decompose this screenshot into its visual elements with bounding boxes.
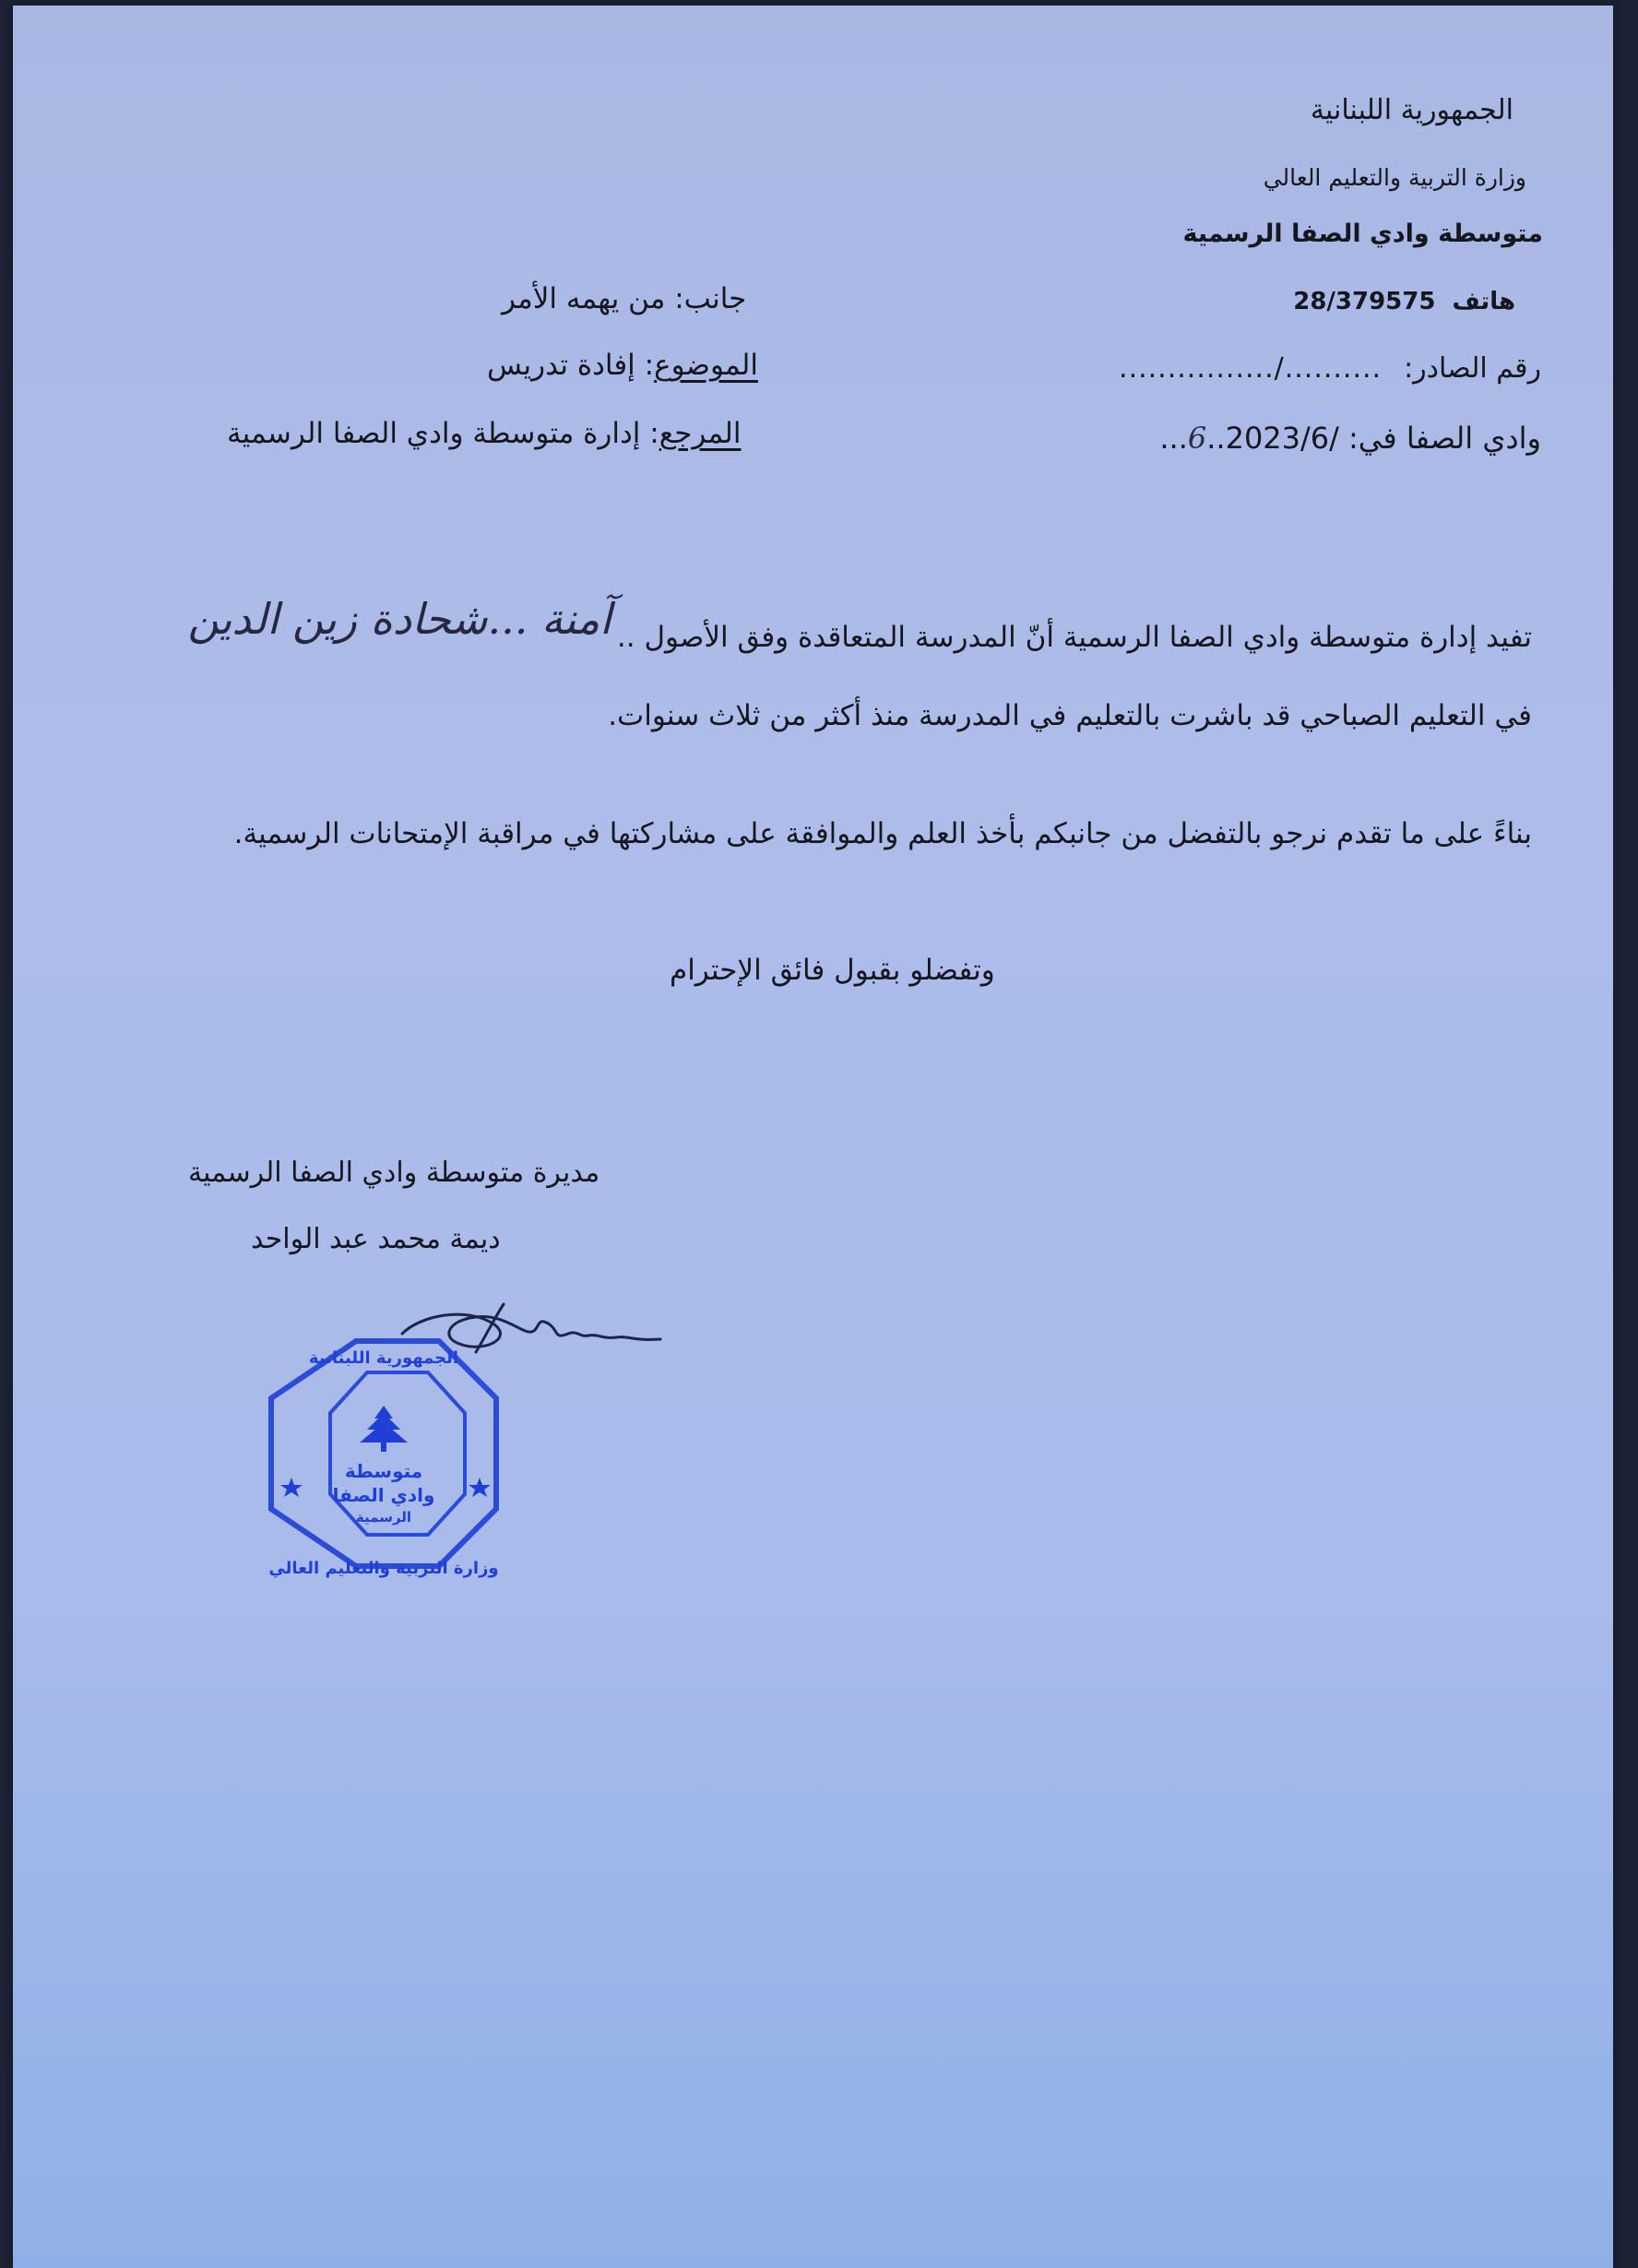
- date-handwritten-day: 6: [1187, 421, 1207, 456]
- subject-value: : إفادة تدريس: [487, 349, 655, 382]
- signatory-name: ديمة محمد عبد الواحد: [251, 1223, 501, 1255]
- header-phone: [1293, 288, 1515, 315]
- phone-number: 28/379575: [1293, 288, 1436, 315]
- header-ministry: وزارة التربية والتعليم العالي: [1263, 164, 1526, 191]
- date-rest: ..2023/6/: [1206, 421, 1339, 456]
- header-school: متوسطة وادي الصفا الرسمية: [1182, 220, 1543, 248]
- date-prefix: ...: [1159, 421, 1188, 456]
- cedar-icon: [360, 1406, 408, 1452]
- reference-label: المرجع: [659, 417, 742, 450]
- addressee-to: جانب: من يهمه الأمر: [502, 282, 747, 315]
- date-value: [1159, 421, 1339, 456]
- header-republic: الجمهورية اللبنانية: [1310, 94, 1513, 126]
- reference-line: [227, 417, 741, 450]
- signatory-title: مديرة متوسطة وادي الصفا الرسمية: [188, 1157, 600, 1189]
- handwritten-teacher-name: آمنة ...شحادة زين الدين: [187, 594, 611, 644]
- outgoing-number-label: رقم الصادر:: [1404, 352, 1541, 385]
- stamp-inner-line-1: متوسطة: [344, 1460, 423, 1482]
- stamp-inner-line-3: الرسمية: [355, 1509, 412, 1526]
- date-label: وادي الصفا في:: [1347, 421, 1541, 456]
- subject-label: الموضوع: [654, 349, 758, 382]
- body-line-3: بناءً على ما تقدم نرجو بالتفضل من جانبكم بأخذ العلم والموافقة على مشاركتها في مراقبة الإمتحانات الرسمية.: [233, 817, 1532, 850]
- stamp-outer-octagon: [271, 1341, 496, 1566]
- official-stamp: [255, 1297, 679, 1610]
- stamp-star-right: [469, 1478, 491, 1497]
- body-line-2: في التعليم الصباحي قد باشرت بالتعليم في المدرسة منذ أكثر من ثلاث سنوات.: [608, 699, 1532, 732]
- subject-line: [487, 349, 758, 382]
- stamp-outer-bottom: وزارة التربية والتعليم العالي: [268, 1559, 499, 1578]
- outgoing-number: [1119, 352, 1541, 385]
- body-line-1-text: تفيد إدارة متوسطة وادي الصفا الرسمية أنّ المدرسة المتعاقدة وفق الأصول ..: [616, 621, 1532, 654]
- body-line-1: [187, 594, 1532, 657]
- letter-date: [1159, 421, 1541, 456]
- stamp-inner-line-2: وادي الصفا: [332, 1484, 435, 1506]
- letter-sheet: [13, 6, 1613, 2268]
- closing-line: وتفضلو بقبول فائق الإحترام: [670, 954, 995, 987]
- outgoing-number-value: ................/..........: [1119, 352, 1383, 385]
- stamp-star-left: [280, 1478, 303, 1497]
- reference-value: : إدارة متوسطة وادي الصفا الرسمية: [227, 417, 659, 450]
- phone-label: هاتف: [1452, 288, 1515, 315]
- stamp-outer-top: الجمهورية اللبنانية: [308, 1348, 459, 1368]
